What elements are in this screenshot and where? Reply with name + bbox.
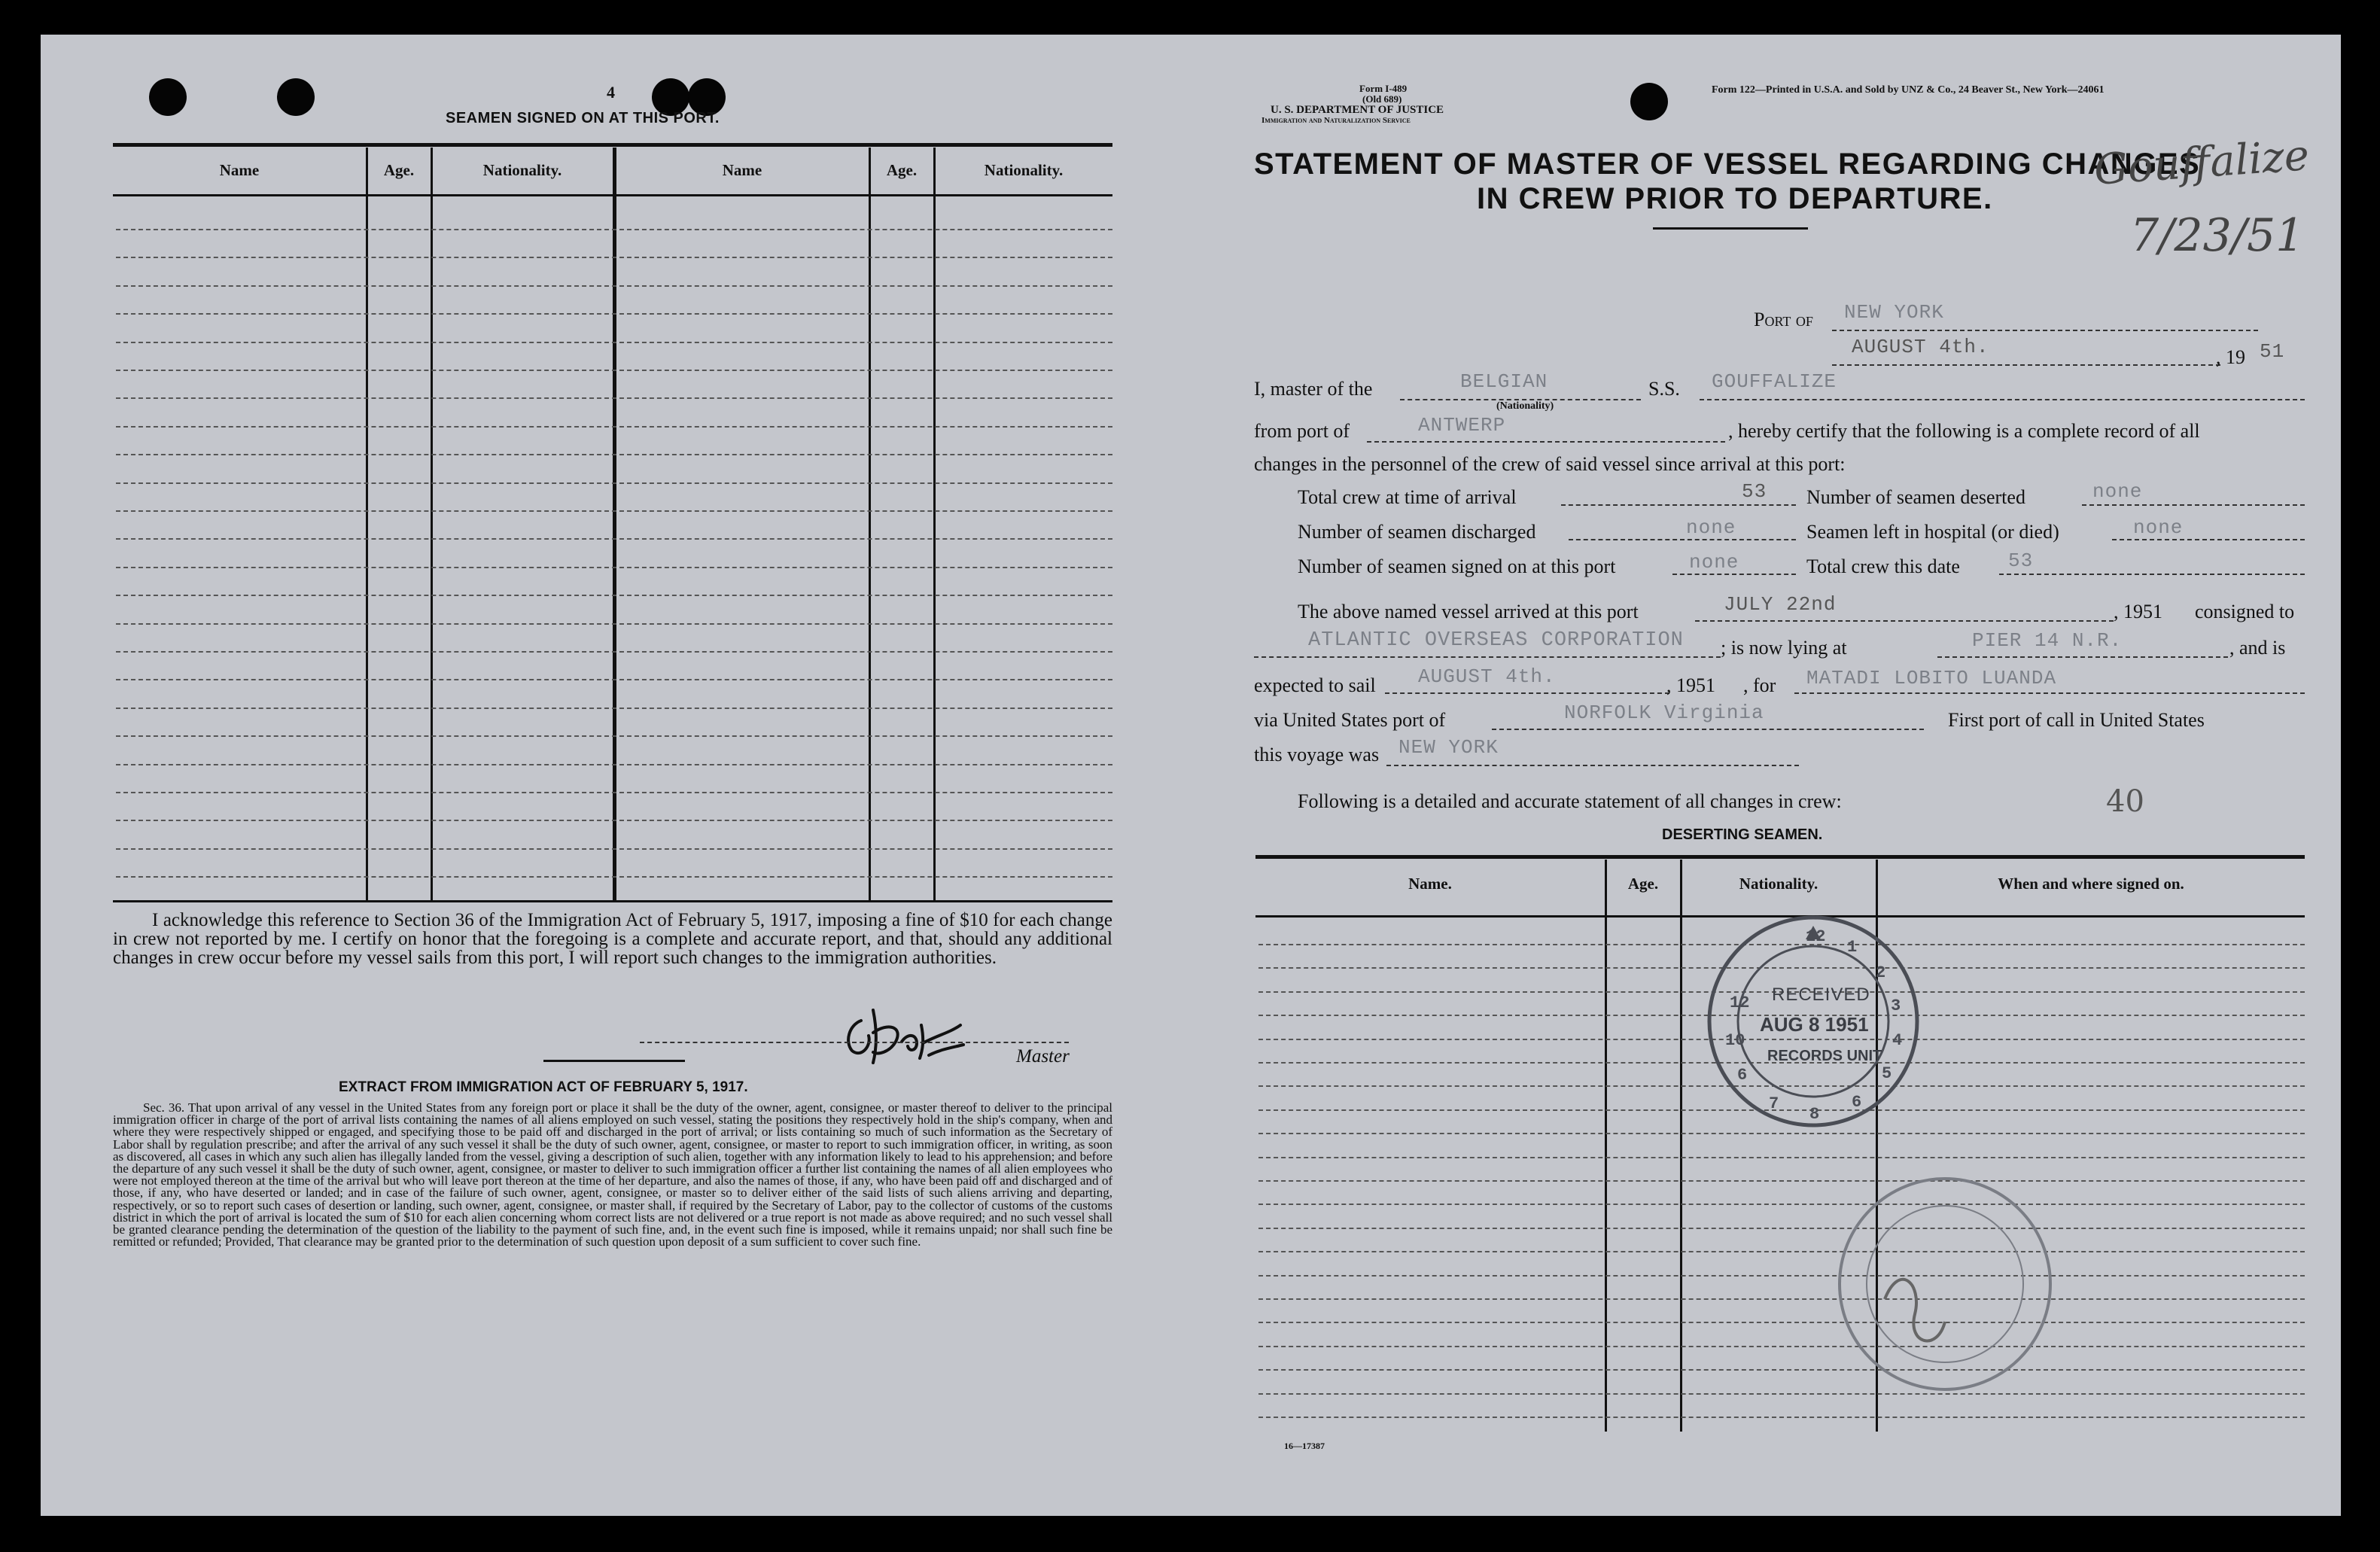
ss-label: S.S.: [1648, 378, 1680, 400]
ship-name-value: GOUFFALIZE: [1712, 370, 1837, 393]
signed-on-line: [1672, 574, 1796, 575]
form-old-number: (Old 689): [1362, 93, 1402, 105]
table-row: [116, 538, 1112, 540]
expected-value: AUGUST 4th.: [1418, 665, 1556, 688]
table-row: [1258, 1322, 2305, 1323]
deserted-line: [2082, 504, 2305, 506]
year-value: 51: [2143, 601, 2162, 622]
signature-line: [640, 1042, 1069, 1043]
year-prefix: , 19: [2114, 601, 2143, 622]
total-crew-arrival-value: 53: [1742, 480, 1767, 503]
table-row: [116, 567, 1112, 568]
from-port-line: [1367, 441, 1725, 443]
svg-text:6: 6: [1852, 1093, 1862, 1112]
svg-text:1: 1: [1847, 938, 1858, 957]
table-row: [116, 708, 1112, 709]
table-row: [1258, 1204, 2305, 1205]
col-header-nationality: Nationality.: [1739, 875, 1818, 893]
table-row: [116, 735, 1112, 737]
col-divider: [869, 148, 871, 900]
svg-text:12: 12: [1806, 927, 1826, 946]
deserting-table-top: [1255, 855, 2305, 859]
expected-line: [1385, 692, 1669, 694]
signed-on-value: none: [1689, 551, 1739, 574]
expected-year: [1666, 674, 1715, 697]
discharged-line: [1569, 539, 1796, 540]
port-label: Port of: [1754, 309, 1813, 330]
table-row: [116, 595, 1112, 596]
table-row: [116, 370, 1112, 371]
hospital-value: none: [2133, 516, 2184, 539]
table-row: [116, 848, 1112, 850]
via-line: [1492, 729, 1924, 730]
port-value: NEW YORK: [1844, 301, 1944, 324]
year-value: 51: [1696, 674, 1715, 696]
lying-line: [1937, 656, 2228, 658]
form-title-line2: IN CREW PRIOR TO DEPARTURE.: [1477, 182, 1993, 215]
table-row: [1258, 1180, 2305, 1182]
col-header-nationality: Nationality.: [482, 161, 562, 179]
date-line: [1832, 364, 2220, 366]
expected-label: expected to sail: [1254, 674, 1376, 696]
consignee-value: ATLANTIC OVERSEAS CORPORATION: [1308, 629, 1684, 652]
table-row: [116, 454, 1112, 455]
received-stamp: [1704, 912, 1922, 1131]
col-header-signed-on: When and where signed on.: [1998, 875, 2184, 893]
col-header-name: Name: [722, 161, 762, 179]
punch-hole: [149, 78, 187, 116]
table-row: [116, 792, 1112, 793]
table-row: [1258, 1369, 2305, 1371]
col-header-name: Name.: [1408, 875, 1452, 893]
table-row: [116, 426, 1112, 428]
nationality-caption: (Nationality): [1496, 400, 1554, 412]
table-row: [116, 510, 1112, 512]
document-sheet: [41, 35, 2341, 1516]
svg-text:12: 12: [1730, 994, 1750, 1012]
total-crew-date-line: [1999, 574, 2305, 575]
svg-text:4: 4: [1892, 1031, 1903, 1050]
and-is-label: , and is: [2229, 637, 2286, 659]
for-label: , for: [1743, 674, 1776, 696]
certify-text: , hereby certify that the following is a complete record of all: [1728, 420, 2200, 442]
hospital-label: Seamen left in hospital (or died): [1806, 521, 2059, 543]
service-name: Immigration and Naturalization Service: [1262, 116, 1411, 125]
consigned-label: consigned to: [2195, 601, 2295, 622]
section-title: SEAMEN SIGNED ON AT THIS PORT.: [446, 110, 720, 126]
table-row: [116, 679, 1112, 680]
col-header-age: Age.: [1627, 875, 1659, 893]
table-row: [116, 285, 1112, 287]
department-name: U. S. DEPARTMENT OF JUSTICE: [1271, 104, 1444, 116]
voyage-line: [1386, 765, 1799, 766]
table-row: [116, 482, 1112, 484]
via-value: NORFOLK Virginia: [1564, 701, 1764, 724]
lying-value: PIER 14 N.R.: [1972, 629, 2123, 652]
svg-text:8: 8: [1809, 1105, 1820, 1124]
svg-text:6: 6: [1737, 1066, 1748, 1085]
svg-text:5: 5: [1882, 1064, 1892, 1083]
year-prefix: , 19: [1666, 674, 1696, 696]
col-header-name: Name: [219, 161, 260, 179]
arrived-label: The above named vessel arrived at this port: [1298, 601, 1639, 622]
table-row: [116, 651, 1112, 653]
table-row: [116, 313, 1112, 315]
extract-title: EXTRACT FROM IMMIGRATION ACT OF FEBRUARY 5, 1917.: [339, 1079, 748, 1095]
table-row: [116, 820, 1112, 821]
via-label: via United States port of: [1254, 709, 1446, 731]
master-signature: [838, 1003, 966, 1070]
col-header-nationality: Nationality.: [984, 161, 1064, 179]
table-row: [1258, 1228, 2305, 1229]
table-top-rule: [113, 143, 1112, 147]
discharged-value: none: [1686, 516, 1736, 539]
table-row: [1258, 1346, 2305, 1347]
svg-text:3: 3: [1891, 997, 1901, 1015]
ship-line: [1700, 399, 2305, 400]
punch-hole: [277, 78, 315, 116]
destination-value: MATADI LOBITO LUANDA: [1806, 667, 2057, 689]
year-prefix: , 19: [2216, 346, 2245, 368]
master-label: Master: [1016, 1046, 1070, 1067]
col-divider: [933, 148, 936, 900]
col-divider: [431, 148, 433, 900]
col-header-age: Age.: [886, 161, 918, 179]
footer-code: 16—17387: [1284, 1441, 1325, 1451]
title-underline: [1653, 227, 1808, 230]
table-row: [1258, 1393, 2305, 1395]
total-crew-arrival-label: Total crew at time of arrival: [1298, 486, 1517, 508]
extract-text: Sec. 36. That upon arrival of any vessel in the United States from any foreign port or place it shall be the duty of the owner, agent, consignee, or master thereof to deliver to the principal immigration officer in charge of the port of arrival lists containing the names of all aliens employed on such vessel, stating the positions they respectively hold in the ship's company, when and where they were respectively shipped or engaged, and specifying those to be paid off and discharged in the port of arrival; or lists containing so much of such information as the Secretary of Labor shall by regulation prescribe; and after the arrival of any such vessel it shall be the duty of such owner, agent, consignee, or master to report to such immigration officer, in writing, as soon as discovered, all cases in which any such alien has illegally landed from the vessel, giving a description of such alien, together with any information likely to lead to his apprehension; and before the departure of any such vessel it shall be the duty of such owner, agent, consignee, or master to deliver to such immigration officer a further list containing the names of all alien employees who were not employed thereon at the time of the arrival but who will leave port thereon at the time of her departure, and also the names of those, if any, who have been paid off and discharged and of those, if any, who have deserted or landed; and in case of the failure of such owner, agent, consignee, or master so to deliver either of the said lists of such aliens arriving and departing, respectively, or so to report such cases of desertion or landing, such owner, agent, consignee, or master shall, if required by the Secretary of Labor, pay to the collector of customs of the customs district in which the port of arrival is located the sum of $10 for each alien concerning whom correct lists are not delivered or a true report is not made as above required; and no such vessel shall be granted clearance pending the determination of the question of the liability to the payment of such fine, and, in the event such fine is imposed, while it remains unpaid; nor shall such fine be remitted or refunded; Provided, That clearance may be granted prior to the determination of such question upon deposit of a sum sufficient to cover such fine.: [113, 1100, 1112, 1249]
port-line: [1832, 330, 2258, 331]
following-text: Following is a detailed and accurate statement of all changes in crew:: [1298, 790, 1842, 812]
total-crew-date-label: Total crew this date: [1806, 555, 1960, 577]
table-row: [1258, 1417, 2305, 1418]
table-row: [116, 342, 1112, 343]
table-row: [116, 397, 1112, 399]
from-port-value: ANTWERP: [1418, 414, 1506, 437]
stamp-date-text: AUG 8 1951: [1760, 1013, 1869, 1036]
stamp-received-text: RECEIVED: [1772, 984, 1870, 1005]
printer-note: Form 122—Printed in U.S.A. and Sold by UNZ & Co., 24 Beaver St., New York—24061: [1712, 84, 2105, 96]
table-row: [1258, 1275, 2305, 1277]
table-row: [116, 257, 1112, 258]
col-divider: [366, 148, 368, 900]
first-port-label: First port of call in United States: [1948, 709, 2205, 731]
handwritten-number: 40: [2106, 784, 2144, 819]
total-crew-date-value: 53: [2008, 549, 2034, 572]
table-row: [116, 623, 1112, 625]
lying-label: ; is now lying at: [1721, 637, 1847, 659]
table-row: [1258, 1251, 2305, 1252]
arrived-year: [2114, 601, 2162, 623]
table-bottom-rule: [113, 900, 1112, 902]
table-row: [1258, 1157, 2305, 1158]
stamp-unit-text: RECORDS UNIT: [1767, 1048, 1882, 1064]
col-divider: [613, 148, 616, 900]
nationality-value: BELGIAN: [1460, 370, 1548, 393]
faded-stamp: [1832, 1171, 2058, 1397]
arrived-line: [1695, 620, 2114, 622]
voyage-label: this voyage was: [1254, 744, 1380, 765]
svg-text:10: 10: [1725, 1031, 1745, 1050]
destination-line: [1794, 692, 2305, 694]
table-row: [116, 764, 1112, 765]
arrived-value: JULY 22nd: [1724, 593, 1837, 616]
table-row: [1258, 1298, 2305, 1300]
consignee-line: [1254, 656, 1721, 658]
table-row: [116, 876, 1112, 878]
table-row: [116, 229, 1112, 230]
svg-text:7: 7: [1769, 1094, 1779, 1113]
total-crew-arrival-line: [1561, 504, 1796, 506]
acknowledgement-text: I acknowledge this reference to Section 36 of the Immigration Act of February 5, 1917, imposing a fine of $10 for each change in crew not reported by me. I certify on honor that the foregoing is a complete and accurate report, and that, should any additional changes in crew occur before my vessel sails from this port, I will report such changes to the immigration authorities.: [113, 910, 1112, 968]
deserting-title: DESERTING SEAMEN.: [1662, 826, 1823, 843]
deserted-label: Number of seamen deserted: [1806, 486, 2025, 508]
svg-text:2: 2: [1876, 963, 1886, 982]
page-number: 4: [607, 83, 615, 102]
hospital-line: [2112, 539, 2305, 540]
discharged-label: Number of seamen discharged: [1298, 521, 1536, 543]
signed-on-label: Number of seamen signed on at this port: [1298, 555, 1616, 577]
form-number: Form I-489: [1359, 83, 1408, 94]
changes-text: changes in the personnel of the crew of said vessel since arrival at this port:: [1254, 453, 1846, 475]
table-row: [1258, 1133, 2305, 1134]
handwritten-ship-name: Gouffalize: [2092, 131, 2311, 195]
handwritten-date: 7/23/51: [2130, 209, 2305, 262]
master-of-label: I, master of the: [1254, 378, 1373, 400]
col-header-age: Age.: [383, 161, 415, 179]
deserted-value: none: [2092, 480, 2143, 503]
departure-date: AUGUST 4th.: [1852, 336, 1989, 358]
year-value: 51: [2260, 340, 2285, 363]
voyage-value: NEW YORK: [1398, 736, 1499, 759]
form-title-line1: STATEMENT OF MASTER OF VESSEL REGARDING CHANGES: [1254, 148, 2201, 181]
extract-rule: [543, 1060, 685, 1062]
punch-hole: [1630, 83, 1668, 120]
from-port-label: from port of: [1254, 420, 1350, 442]
